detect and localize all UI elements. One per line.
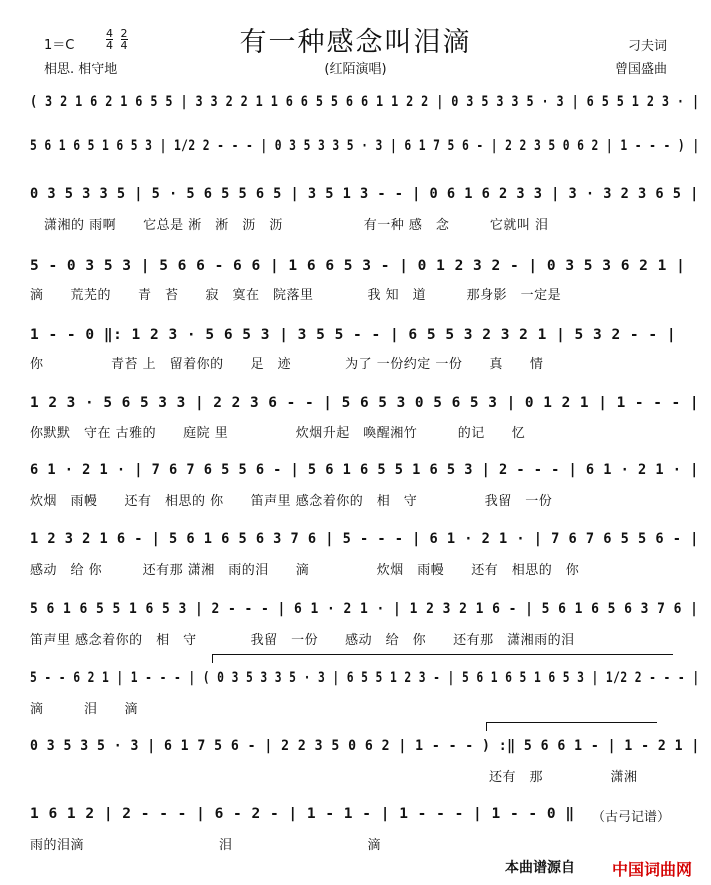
system-9-lyrics: 笛声里 感念着你的 相 守 我留 一份 感动 给 你 还有那 潇湘雨的泪 (30, 633, 575, 648)
system-6-lyrics: 你默默 守在 古雅的 庭院 里 炊烟升起 喚醒湘竹 的记 忆 (30, 426, 526, 441)
system-5-notes: 1 - - 0 ‖: 1 2 3 · 5 6 5 3 | 3 5 5 - - | 6 5 5 3 2 3 2 1 | 5 3 2 - - | (30, 327, 677, 343)
system-4-lyrics: 滴 荒芜的 青 苔 寂 寞在 院落里 我 知 道 那身影 一定是 (30, 288, 562, 303)
source-label: 本曲谱源自 (505, 860, 575, 876)
song-title: 有一种感念叫泪滴 (239, 27, 472, 58)
system-12-lyrics: 雨的泪滴 泪 滴 (30, 838, 382, 853)
system-9-notes: 5 6 1 6 5 5 1 6 5 3 | 2 - - - | 6 1 · 2 1 · | 1 2 3 2 1 6 - | 5 6 1 6 5 6 3 7 6 | (30, 601, 699, 617)
system-11-notes: 0 3 5 3 5 · 3 | 6 1 7 5 6 - | 2 2 3 5 0 6 2 | 1 - - - ) :‖ 5 6 6 1 - | 1 - 2 1 | (30, 738, 700, 754)
site-name-link[interactable]: 中国词曲网 (612, 860, 693, 879)
system-4-notes: 5 - 0 3 5 3 | 5 6 6 - 6 6 | 1 6 6 5 3 - | 0 1 2 3 2 - | 0 3 5 3 6 2 1 | (30, 258, 686, 274)
system-5-lyrics: 你 青苔 上 留着你的 足 迹 为了 一份约定 一份 真 情 (30, 357, 544, 372)
meter-4-4: $\frac{4}{4}$ (106, 27, 113, 52)
composer: 曾国盛曲 (614, 62, 667, 77)
meter-2-4: $\frac{2}{4}$ (120, 27, 128, 52)
system-7-lyrics: 炊烟 雨幔 还有 相思的 你 笛声里 感念着你的 相 守 我留 一份 (30, 494, 553, 509)
repeat-bracket (212, 654, 673, 663)
time-signatures (106, 28, 132, 51)
second-ending-bracket (486, 722, 657, 731)
transcriber-note: （古弓记谱） (592, 810, 671, 825)
system-3-lyrics: 潇湘的 雨啊 它总是 淅 淅 沥 沥 有一种 感 念 它就叫 泪 (44, 218, 549, 233)
system-11-lyrics: 还有 那 潇湘 (30, 770, 638, 785)
system-3-notes: 0 3 5 3 3 5 | 5 · 5 6 5 5 6 5 | 3 5 1 3 - - | 0 6 1 6 2 3 3 | 3 · 3 2 3 6 5 | (30, 186, 699, 202)
system-8-lyrics: 感动 给 你 还有那 潇湘 雨的泪 滴 炊烟 雨幔 还有 相思的 你 (30, 563, 580, 578)
system-8-notes: 1 2 3 2 1 6 - | 5 6 1 6 5 6 3 7 6 | 5 - - - | 6 1 · 2 1 · | 7 6 7 6 5 5 6 - | (30, 531, 699, 547)
system-12-notes: 1 6 1 2 | 2 - - - | 6 - 2 - | 1 - 1 - | 1 - - - | 1 - - 0 ‖ (30, 806, 575, 822)
expression-mark: 相思. 相守地 (44, 62, 118, 77)
system-10-notes: 5 - - 6 2 1 | 1 - - - | ( 0 3 5 3 3 5 · 3 | 6 5 5 1 2 3 - | 5 6 1 6 5 1 6 5 3 | 1/2 2 - - - | (30, 670, 700, 686)
system-7-notes: 6 1 · 2 1 · | 7 6 7 6 5 5 6 - | 5 6 1 6 5 5 1 6 5 3 | 2 - - - | 6 1 · 2 1 · | (30, 462, 699, 478)
lyricist: 刁夫词 (627, 39, 667, 54)
system-6-notes: 1 2 3 · 5 6 5 3 3 | 2 2 3 6 - - | 5 6 5 3 0 5 6 5 3 | 0 1 2 1 | 1 - - - | (30, 395, 700, 411)
key-signature: 1＝C (44, 38, 75, 53)
system-10-lyrics: 滴 泪 滴 (30, 702, 139, 717)
system-1-notes: ( 3 2 1 6 2 1 6 5 5 | 3 3 2 2 1 1 6 6 5 5 6 6 1 1 2 2 | 0 3 5 3 3 5 · 3 | 6 5 5 1 2 3 · | (30, 94, 700, 110)
system-2-notes: 5 6 1 6 5 1 6 5 3 | 1/2 2 - - - | 0 3 5 3 3 5 · 3 | 6 1 7 5 6 - | 2 2 3 5 0 6 2 | 1 - - - ) | (30, 138, 700, 154)
singer: (红陌演唱) (324, 62, 387, 77)
